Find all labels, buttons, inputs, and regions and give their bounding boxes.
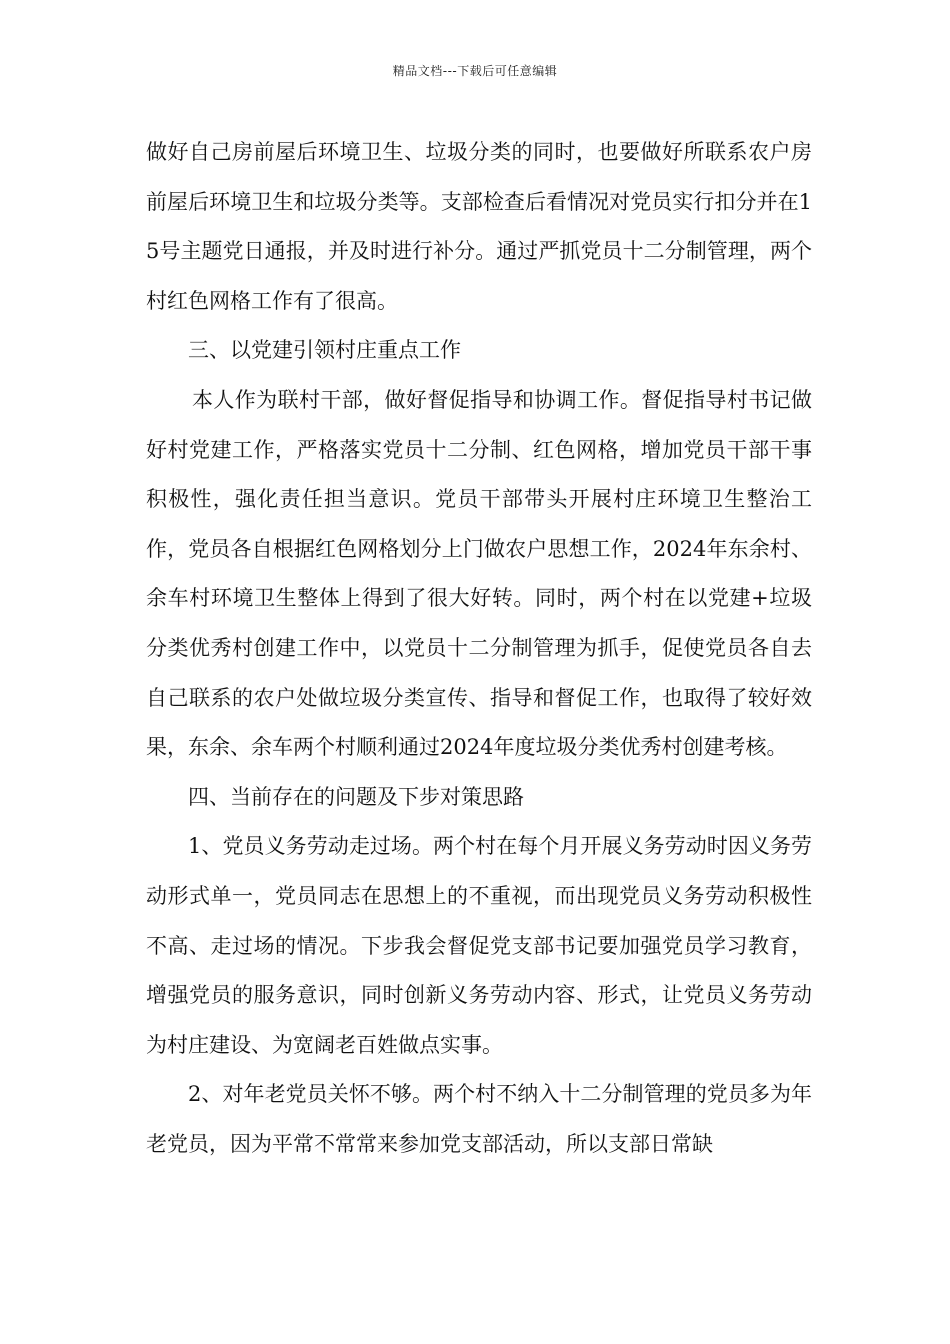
section-heading-four: 四、当前存在的问题及下步对策思路 [188,784,524,809]
paragraph-issue-one: 1、党员义务劳动走过场。两个村在每个月开展义务劳动时因义务劳动形式单一，党员同志在思想上的不重视，而出现党员义务劳动积极性不高、走过场的情况。下步我会督促党支部书记要加强党员学习教育，增强党员的服务意识，同时创新义务劳动内容、形式，让党员义务劳动为村庄建设、为宽阔老百姓做点实事。 [146,834,812,1057]
paragraph-continuation: 做好自己房前屋后环境卫生、垃圾分类的同时，也要做好所联系农户房前屋后环境卫生和垃圾分类等。支部检查后看情况对党员实行扣分并在15号主题党日通报，并及时进行补分。通过严抓党员十二分制管理，两个村红色网格工作有了很高。 [146,140,812,313]
paragraph-issue-two: 2、对年老党员关怀不够。两个村不纳入十二分制管理的党员多为年老党员，因为平常不常常来参加党支部活动，所以支部日常缺 [146,1082,812,1156]
paragraph-section-three: 本人作为联村干部，做好督促指导和协调工作。督促指导村书记做好村党建工作，严格落实党员十二分制、红色网格，增加党员干部干事积极性，强化责任担当意识。党员干部带头开展村庄环境卫生整治工作，党员各自根据红色网格划分上门做农户思想工作，2024年东余村、余车村环境卫生整体上得到了很大好转。同时，两个村在以党建+垃圾分类优秀村创建工作中，以党员十二分制管理为抓手，促使党员各自去自己联系的农户处做垃圾分类宣传、指导和督促工作，也取得了较好效果，东余、余车两个村顺利通过2024年度垃圾分类优秀村创建考核。 [146,387,812,760]
document-body [146,128,812,1169]
section-heading-three: 三、以党建引领村庄重点工作 [188,338,461,363]
page-header: 精品文档---下载后可任意编辑 [392,64,558,78]
